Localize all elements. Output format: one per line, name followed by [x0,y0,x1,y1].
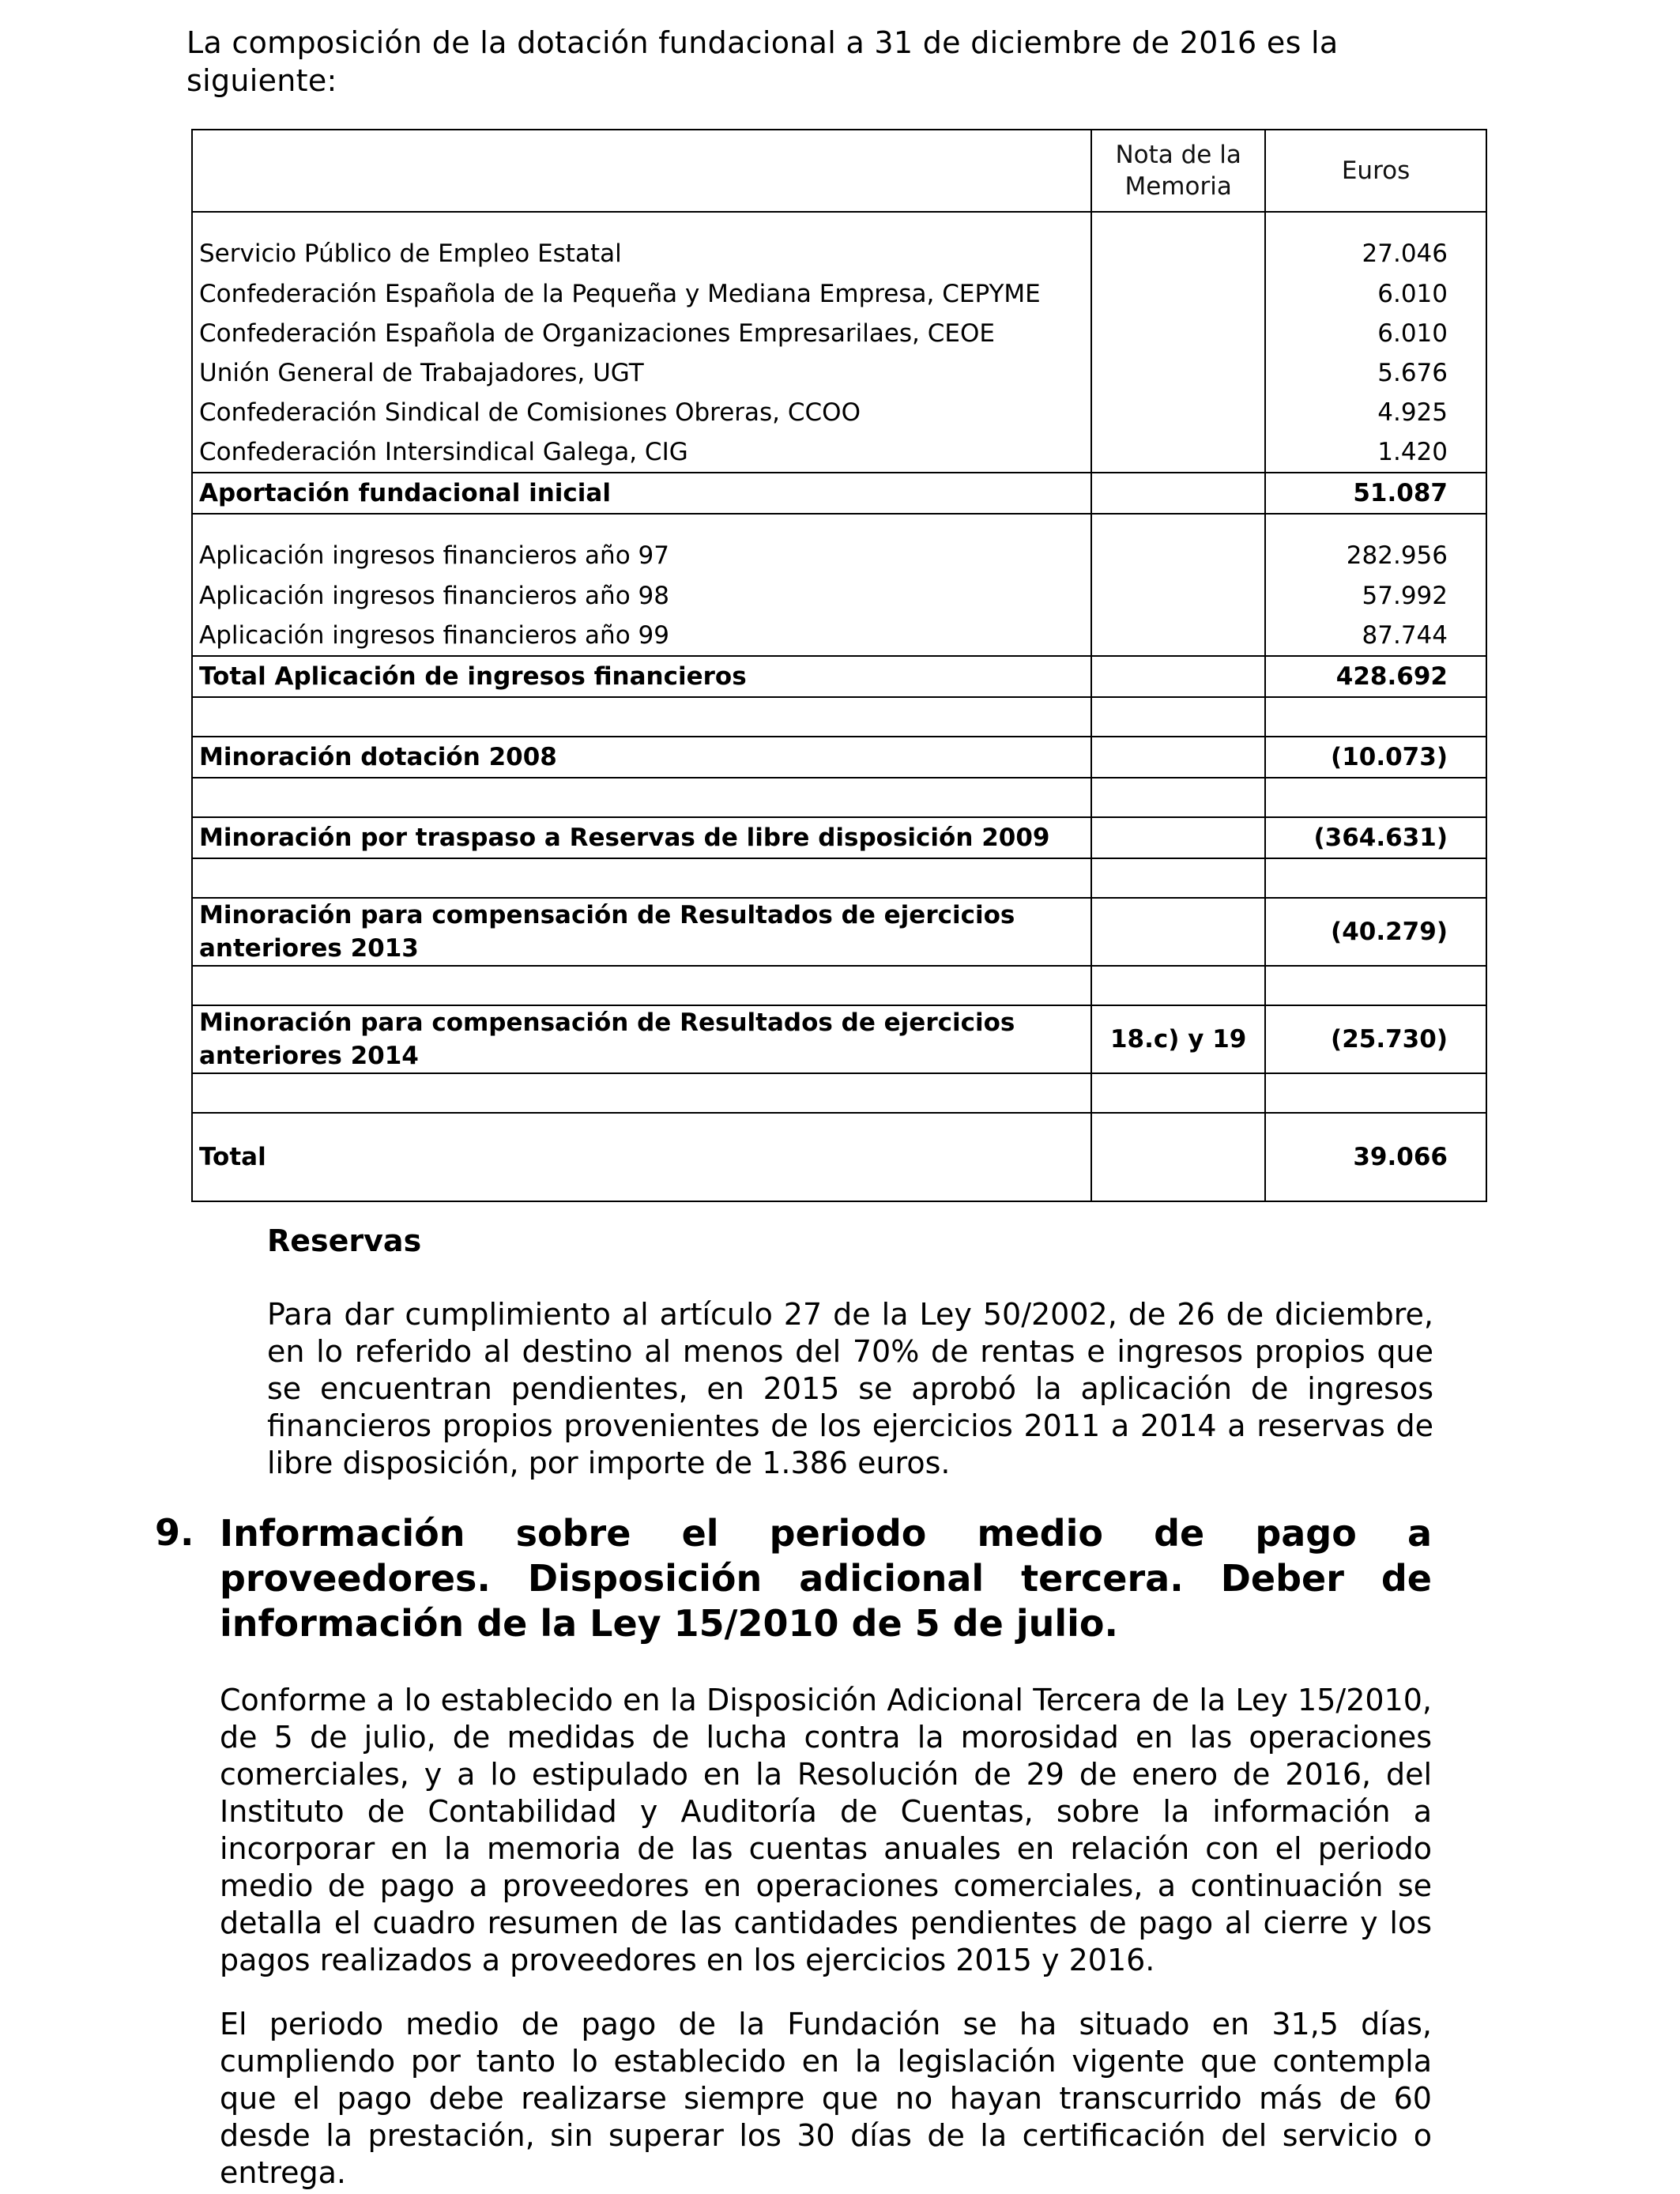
row-nota [1091,212,1265,274]
row-label: Servicio Público de Empleo Estatal [192,212,1091,274]
row-euros: 1.420 [1265,432,1486,473]
empty-row [192,697,1486,737]
row-euros: (25.730) [1265,1005,1486,1073]
row-nota [1091,314,1265,353]
row-euros: 4.925 [1265,393,1486,432]
section-paragraph-1: Conforme a lo establecido en la Disposición Adicional Tercera de la Ley 15/2010, de 5 de julio, de medidas de lucha contra la morosidad en las operaciones comerciales, y a lo estipulado en la Resolución de 29 de enero de 2016, del Instituto de Contabilidad y Auditoría de Cuentas, sobre la información a incorporar en la memoria de las cuentas anuales en relación con el periodo medio de pago a proveedores en operaciones comerciales, a continuación se detalla el cuadro resumen de las cantidades pendientes de pago al cierre y los pagos realizados a proveedores en los ejercicios 2015 y 2016. [220,1683,1432,1977]
row-nota [1091,514,1265,576]
section-paragraph-2: El periodo medio de pago de la Fundación se ha situado en 31,5 días, cumpliendo por tanto lo establecido en la legislación vigente que contempla que el pago debe realizarse siempre que no hayan transcurrido más de 60 desde la prestación, sin superar los 30 días de la certificación del servicio o entrega. [220,2007,1432,2190]
row-nota [1091,1113,1265,1201]
row-label: Aplicación ingresos financieros año 99 [192,616,1091,656]
table-row [192,432,1486,473]
row-label: Confederación Española de la Pequeña y Mediana Empresa, CEPYME [192,274,1091,314]
row-nota [1091,473,1265,514]
table-row [192,353,1486,393]
table-row [192,274,1486,314]
row-nota [1091,353,1265,393]
dotacion-table [191,129,1487,1202]
row-label: Confederación Intersindical Galega, CIG [192,432,1091,473]
empty-row [192,1073,1486,1113]
total-row [192,1113,1486,1201]
row-euros: 27.046 [1265,212,1486,274]
row-nota: 18.c) y 19 [1091,1005,1265,1073]
row-nota [1091,274,1265,314]
intro-text: La composición de la dotación fundacional a 31 de diciembre de 2016 es la siguiente: [186,25,1339,98]
row-label: Aportación fundacional inicial [192,473,1091,514]
row-euros: 6.010 [1265,314,1486,353]
row-euros: 51.087 [1265,473,1486,514]
reservas-heading: Reservas [267,1223,422,1258]
table-header-row [192,130,1486,212]
row-nota [1091,817,1265,858]
row-label: Minoración dotación 2008 [192,737,1091,778]
row-euros: 6.010 [1265,274,1486,314]
row-nota [1091,616,1265,656]
subtotal-row [192,898,1486,966]
reservas-paragraph: Para dar cumplimiento al artículo 27 de la Ley 50/2002, de 26 de diciembre, en lo referido al destino al menos del 70% de rentas e ingresos propios que se encuentran pendientes, en 2015 se aprobó la aplicación de ingresos financieros propios provenientes de los ejercicios 2011 a 2014 a reservas de libre disposición, por importe de 1.386 euros. [267,1297,1433,1480]
row-label: Total Aplicación de ingresos financieros [192,656,1091,697]
empty-row [192,966,1486,1005]
subtotal-row [192,737,1486,778]
row-label: Aplicación ingresos financieros año 97 [192,514,1091,576]
section-title: Información sobre el periodo medio de pago a proveedores. Disposición adicional tercera. Deber de información de la Ley 15/2010 de 5 de julio. [220,1512,1432,1645]
row-euros: 282.956 [1265,514,1486,576]
row-label: Minoración por traspaso a Reservas de libre disposición 2009 [192,817,1091,858]
subtotal-row [192,1005,1486,1073]
row-euros: 39.066 [1265,1113,1486,1201]
row-nota [1091,656,1265,697]
header-empty-cell [192,130,1091,212]
subtotal-row [192,473,1486,514]
subtotal-row [192,817,1486,858]
row-label: Minoración para compensación de Resultados de ejercicios anteriores 2013 [192,898,1091,966]
row-label: Confederación Sindical de Comisiones Obreras, CCOO [192,393,1091,432]
row-label: Confederación Española de Organizaciones Empresarilaes, CEOE [192,314,1091,353]
table-row [192,576,1486,616]
table-row [192,393,1486,432]
row-label: Total [192,1113,1091,1201]
row-label: Unión General de Trabajadores, UGT [192,353,1091,393]
section-number: 9. [155,1511,194,1554]
table-row [192,616,1486,656]
row-nota [1091,737,1265,778]
empty-row [192,858,1486,898]
row-euros: 5.676 [1265,353,1486,393]
header-nota: Nota de la Memoria [1091,130,1265,212]
table-row [192,514,1486,576]
table-row [192,314,1486,353]
row-euros: (40.279) [1265,898,1486,966]
row-label: Aplicación ingresos financieros año 98 [192,576,1091,616]
row-nota [1091,898,1265,966]
row-euros: 87.744 [1265,616,1486,656]
row-nota [1091,432,1265,473]
row-nota [1091,576,1265,616]
row-nota [1091,393,1265,432]
row-euros: (364.631) [1265,817,1486,858]
header-euros: Euros [1265,130,1486,212]
row-euros: (10.073) [1265,737,1486,778]
row-label: Minoración para compensación de Resultados de ejercicios anteriores 2014 [192,1005,1091,1073]
row-euros: 57.992 [1265,576,1486,616]
subtotal-row [192,656,1486,697]
empty-row [192,778,1486,817]
table-row [192,212,1486,274]
row-euros: 428.692 [1265,656,1486,697]
